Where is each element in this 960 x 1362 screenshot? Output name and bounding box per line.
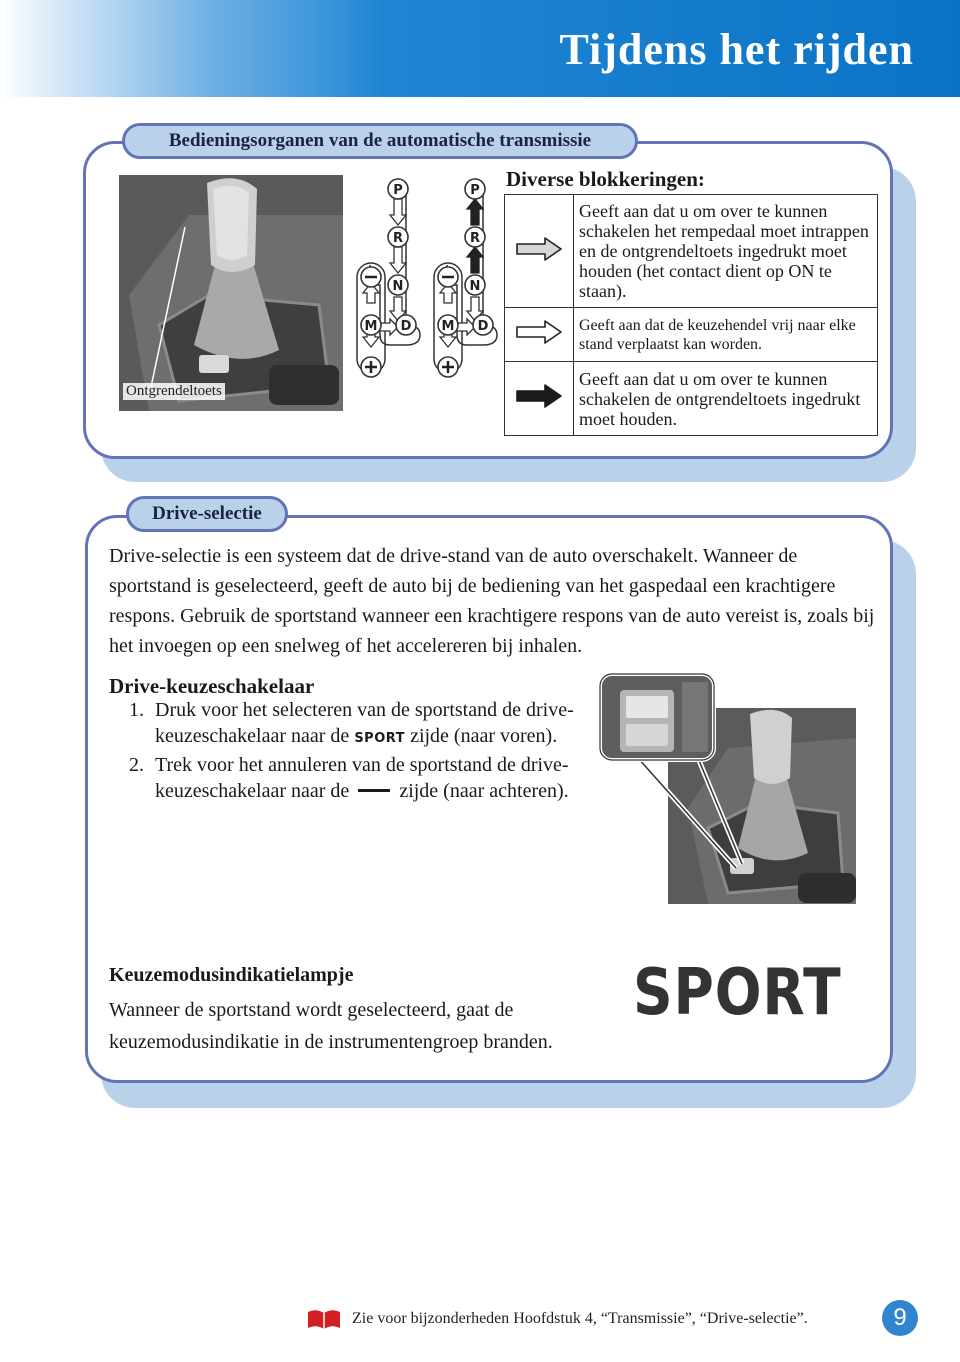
page-title: Tijdens het rijden: [559, 25, 914, 74]
svg-text:M: M: [364, 319, 378, 334]
svg-text:P: P: [393, 183, 403, 198]
locks-table: [504, 194, 878, 436]
svg-text:D: D: [477, 319, 489, 334]
lamp-text: Wanneer de sportstand wordt geselecteerd, gaat de keuzemodusindikatie in de instrumentengroep branden.: [109, 999, 553, 1053]
page-number: 9: [882, 1300, 918, 1336]
switch-heading: Drive-keuzeschakelaar: [109, 674, 315, 698]
sport-symbol: SPORT: [354, 731, 406, 746]
steps-list: [109, 697, 579, 804]
lock-row: [505, 308, 878, 362]
lock-description: Geeft aan dat u om over te kunnen schakelen de ontgrendeltoets ingedrukt moet houden.: [574, 362, 878, 436]
minus-symbol: [358, 789, 390, 792]
svg-text:N: N: [469, 279, 481, 294]
sport-indicator: SPORT: [633, 956, 842, 1030]
svg-text:N: N: [392, 279, 404, 294]
lock-description: Geeft aan dat de keuzehendel vrij naar elke stand verplaatst kan worden.: [574, 308, 878, 362]
step-2: 2. Trek voor het annuleren van de sportstand de drive-keuzeschakelaar naar de zijde (naar achteren).: [129, 754, 569, 802]
drive-tab: Drive-selectie: [126, 496, 288, 532]
svg-text:R: R: [469, 231, 481, 246]
outlined-arrow-icon: [515, 319, 563, 345]
svg-text:R: R: [392, 231, 404, 246]
lamp-heading: Keuzemodusindikatielampje: [109, 964, 354, 986]
release-button-label: Ontgrendeltoets: [123, 383, 225, 400]
svg-text:P: P: [470, 183, 480, 198]
shifter-photo: [119, 175, 343, 411]
shift-pattern-diagram-2: [434, 179, 497, 377]
svg-text:D: D: [400, 319, 412, 334]
shifter-illustration: [119, 175, 343, 411]
lock-description: Geeft aan dat u om over te kunnen schakelen het rempedaal moet intrappen en de ontgrendeltoets ingedrukt moet houden (het contact dient op ON te staan).: [574, 195, 878, 308]
locks-heading: Diverse blokkeringen:: [506, 167, 705, 191]
page-header: [0, 0, 960, 97]
book-icon: [306, 1308, 342, 1330]
transmission-tab: Bedieningsorganen van de automatische transmissie: [122, 123, 638, 159]
shift-pattern-diagrams: [350, 175, 510, 385]
drive-intro: Drive-selectie is een systeem dat de drive-stand van de auto overschakelt. Wanneer de sportstand is geselecteerd, geeft de auto bij de bediening van het gaspedaal een krachtigere respons. Gebruik de sportstand wanneer een krachtigere respons van de auto vereist is, zoals bij het invoegen op een snelweg of het accelereren bij inhalen.: [109, 545, 875, 657]
lock-row: [505, 195, 878, 308]
outlined-shaded-arrow-icon: [515, 236, 563, 262]
step-1: 1. Druk voor het selecteren van de sportstand de drive-keuzeschakelaar naar de SPORT zijde (naar voren).: [129, 699, 574, 747]
footer-reference: [306, 1308, 808, 1330]
drive-switch-callout: [598, 672, 758, 882]
lock-row: [505, 362, 878, 436]
shift-pattern-diagram-1: [357, 179, 420, 377]
solid-arrow-icon: [515, 383, 563, 409]
footer-text: Zie voor bijzonderheden Hoofdstuk 4, “Transmissie”, “Drive-selectie”.: [352, 1310, 808, 1327]
svg-text:M: M: [441, 319, 455, 334]
